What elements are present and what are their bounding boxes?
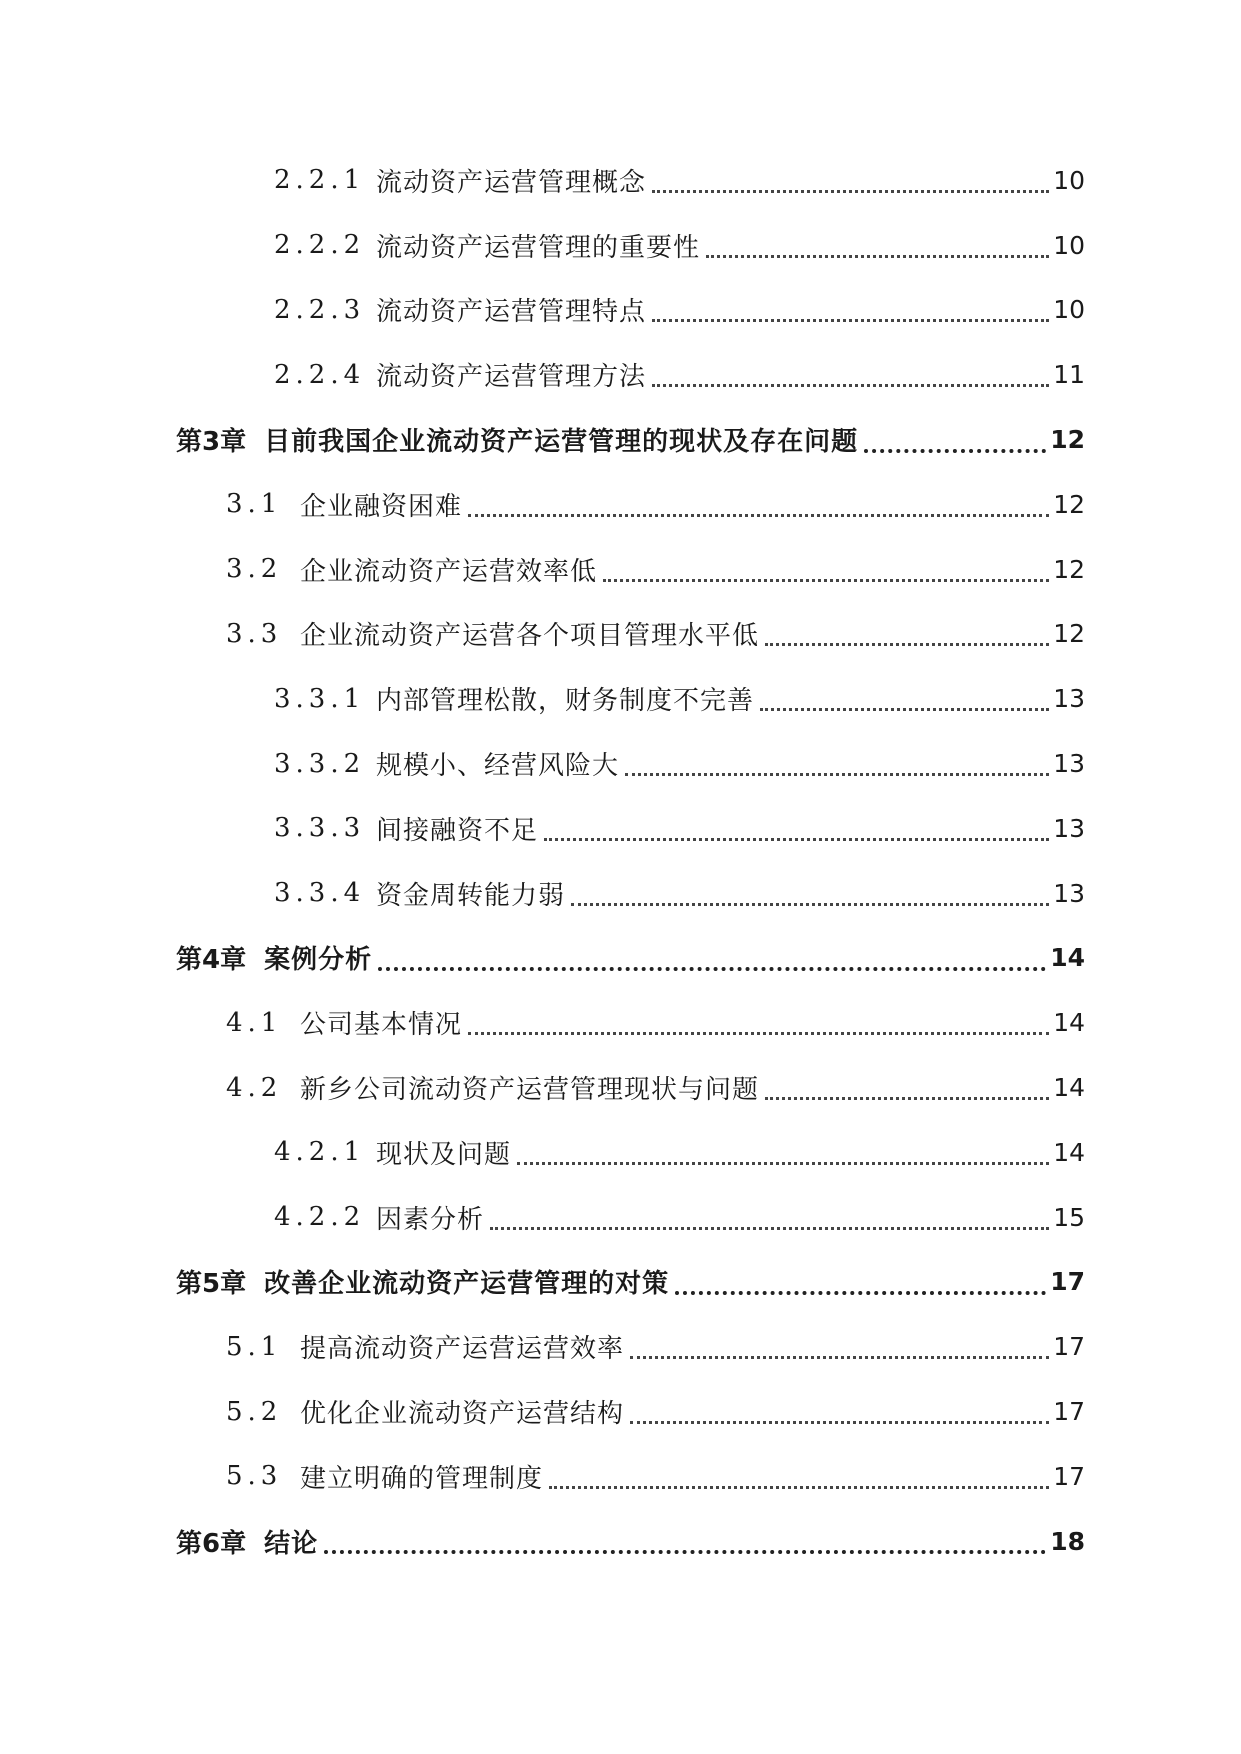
toc-entry-number: 4.1 bbox=[226, 1007, 283, 1038]
toc-entry-title: 流动资产运营管理特点 bbox=[376, 297, 647, 328]
toc-section-entry[interactable] bbox=[0, 1314, 1241, 1379]
toc-section-entry[interactable] bbox=[0, 1120, 1241, 1185]
toc-entry-title: 结论 bbox=[264, 1528, 319, 1559]
toc-section-entry[interactable] bbox=[0, 472, 1241, 537]
dot-leader bbox=[571, 901, 1049, 906]
toc-section-entry[interactable] bbox=[0, 1379, 1241, 1444]
toc-section-entry[interactable] bbox=[0, 537, 1241, 602]
toc-entry-title: 流动资产运营管理概念 bbox=[376, 167, 647, 198]
toc-entry-page-number: 12 bbox=[1053, 554, 1085, 584]
dot-leader bbox=[549, 1484, 1049, 1489]
toc-entry-number: 4.2.2 bbox=[274, 1202, 366, 1233]
toc-entry-number: 第6章 bbox=[176, 1528, 247, 1559]
toc-section-entry[interactable] bbox=[0, 861, 1241, 926]
dot-leader bbox=[468, 512, 1049, 517]
dot-leader bbox=[675, 1289, 1046, 1295]
toc-entry-number: 第3章 bbox=[176, 427, 247, 458]
toc-entry-page-number: 15 bbox=[1053, 1202, 1085, 1232]
toc-entry-title: 内部管理松散，财务制度不完善 bbox=[376, 686, 755, 717]
toc-entry-page-number: 17 bbox=[1053, 1461, 1085, 1491]
toc-entry-number: 2.2.4 bbox=[274, 359, 366, 390]
toc-entry-page-number: 14 bbox=[1053, 1073, 1085, 1103]
toc-entry-title: 企业融资困难 bbox=[300, 491, 463, 522]
dot-leader bbox=[324, 1548, 1046, 1554]
toc-entry-number: 3.1 bbox=[226, 489, 283, 520]
dot-leader bbox=[517, 1160, 1049, 1165]
toc-entry-page-number: 12 bbox=[1053, 619, 1085, 649]
toc-section-entry[interactable] bbox=[0, 213, 1241, 278]
toc-section-entry[interactable] bbox=[0, 602, 1241, 667]
dot-leader bbox=[490, 1225, 1049, 1230]
toc-entry-number: 3.3.3 bbox=[274, 813, 366, 844]
toc-entry-title: 企业流动资产运营各个项目管理水平低 bbox=[300, 621, 760, 652]
toc-entry-number: 3.3.1 bbox=[274, 683, 366, 714]
toc-entry-page-number: 17 bbox=[1053, 1332, 1085, 1362]
toc-entry-number: 2.2.2 bbox=[274, 230, 366, 261]
toc-entry-title: 规模小、经营风险大 bbox=[376, 751, 620, 782]
toc-entry-number: 2.2.1 bbox=[274, 165, 366, 196]
toc-entry-page-number: 17 bbox=[1053, 1397, 1085, 1427]
toc-entry-page-number: 17 bbox=[1050, 1267, 1085, 1297]
toc-entry-title: 流动资产运营管理的重要性 bbox=[376, 232, 701, 263]
toc-entry-title: 目前我国企业流动资产运营管理的现状及存在问题 bbox=[264, 427, 859, 458]
toc-section-entry[interactable] bbox=[0, 1055, 1241, 1120]
toc-entry-number: 3.3 bbox=[226, 618, 283, 649]
toc-entry-number: 第4章 bbox=[176, 945, 247, 976]
toc-entry-number: 5.2 bbox=[226, 1396, 283, 1427]
toc-entry-title: 公司基本情况 bbox=[300, 1010, 463, 1041]
dot-leader bbox=[652, 382, 1049, 387]
toc-entry-page-number: 13 bbox=[1053, 813, 1085, 843]
toc-entry-page-number: 18 bbox=[1050, 1526, 1085, 1556]
dot-leader bbox=[706, 253, 1049, 258]
dot-leader bbox=[760, 706, 1049, 711]
dot-leader bbox=[652, 317, 1049, 322]
toc-entry-title: 案例分析 bbox=[264, 945, 373, 976]
dot-leader bbox=[765, 641, 1049, 646]
dot-leader bbox=[468, 1030, 1049, 1035]
toc-entry-title: 间接融资不足 bbox=[376, 815, 539, 846]
dot-leader bbox=[652, 188, 1049, 193]
dot-leader bbox=[603, 577, 1049, 582]
table-of-contents bbox=[0, 148, 1241, 1574]
toc-entry-title: 企业流动资产运营效率低 bbox=[300, 556, 598, 587]
toc-section-entry[interactable] bbox=[0, 666, 1241, 731]
toc-entry-number: 4.2.1 bbox=[274, 1137, 366, 1168]
toc-section-entry[interactable] bbox=[0, 1444, 1241, 1509]
dot-leader bbox=[544, 836, 1049, 841]
toc-section-entry[interactable] bbox=[0, 990, 1241, 1055]
toc-entry-title: 资金周转能力弱 bbox=[376, 880, 566, 911]
toc-section-entry[interactable] bbox=[0, 796, 1241, 861]
dot-leader bbox=[630, 1354, 1049, 1359]
toc-entry-title: 建立明确的管理制度 bbox=[300, 1463, 544, 1494]
toc-entry-page-number: 14 bbox=[1053, 1137, 1085, 1167]
toc-chapter-entry[interactable] bbox=[0, 1509, 1241, 1574]
toc-entry-number: 2.2.3 bbox=[274, 294, 366, 325]
toc-entry-page-number: 10 bbox=[1053, 230, 1085, 260]
toc-chapter-entry[interactable] bbox=[0, 1250, 1241, 1315]
toc-entry-number: 4.2 bbox=[226, 1072, 283, 1103]
dot-leader bbox=[378, 965, 1046, 971]
toc-section-entry[interactable] bbox=[0, 1185, 1241, 1250]
toc-entry-title: 改善企业流动资产运营管理的对策 bbox=[264, 1269, 670, 1300]
toc-entry-page-number: 10 bbox=[1053, 295, 1085, 325]
toc-entry-title: 提高流动资产运营运营效率 bbox=[300, 1334, 625, 1365]
toc-entry-number: 5.1 bbox=[226, 1331, 283, 1362]
toc-entry-number: 3.3.2 bbox=[274, 748, 366, 779]
toc-entry-number: 3.3.4 bbox=[274, 878, 366, 909]
toc-section-entry[interactable] bbox=[0, 731, 1241, 796]
dot-leader bbox=[630, 1419, 1049, 1424]
dot-leader bbox=[765, 1095, 1049, 1100]
toc-entry-page-number: 12 bbox=[1053, 489, 1085, 519]
toc-entry-page-number: 13 bbox=[1053, 749, 1085, 779]
toc-entry-page-number: 13 bbox=[1053, 878, 1085, 908]
dot-leader bbox=[864, 447, 1046, 453]
toc-entry-page-number: 10 bbox=[1053, 165, 1085, 195]
toc-entry-number: 3.2 bbox=[226, 554, 283, 585]
toc-entry-title: 新乡公司流动资产运营管理现状与问题 bbox=[300, 1075, 760, 1106]
toc-section-entry[interactable] bbox=[0, 278, 1241, 343]
toc-entry-page-number: 14 bbox=[1050, 943, 1085, 973]
toc-entry-title: 现状及问题 bbox=[376, 1139, 512, 1170]
dot-leader bbox=[625, 771, 1049, 776]
toc-entry-number: 5.3 bbox=[226, 1461, 283, 1492]
toc-entry-title: 因素分析 bbox=[376, 1204, 485, 1235]
toc-entry-number: 第5章 bbox=[176, 1269, 247, 1300]
toc-entry-page-number: 14 bbox=[1053, 1008, 1085, 1038]
toc-section-entry[interactable] bbox=[0, 148, 1241, 213]
toc-chapter-entry[interactable] bbox=[0, 926, 1241, 991]
toc-entry-page-number: 12 bbox=[1050, 425, 1085, 455]
toc-chapter-entry[interactable] bbox=[0, 407, 1241, 472]
toc-entry-title: 优化企业流动资产运营结构 bbox=[300, 1399, 625, 1430]
toc-entry-title: 流动资产运营管理方法 bbox=[376, 362, 647, 393]
toc-entry-page-number: 11 bbox=[1053, 360, 1085, 390]
toc-section-entry[interactable] bbox=[0, 342, 1241, 407]
toc-entry-page-number: 13 bbox=[1053, 684, 1085, 714]
